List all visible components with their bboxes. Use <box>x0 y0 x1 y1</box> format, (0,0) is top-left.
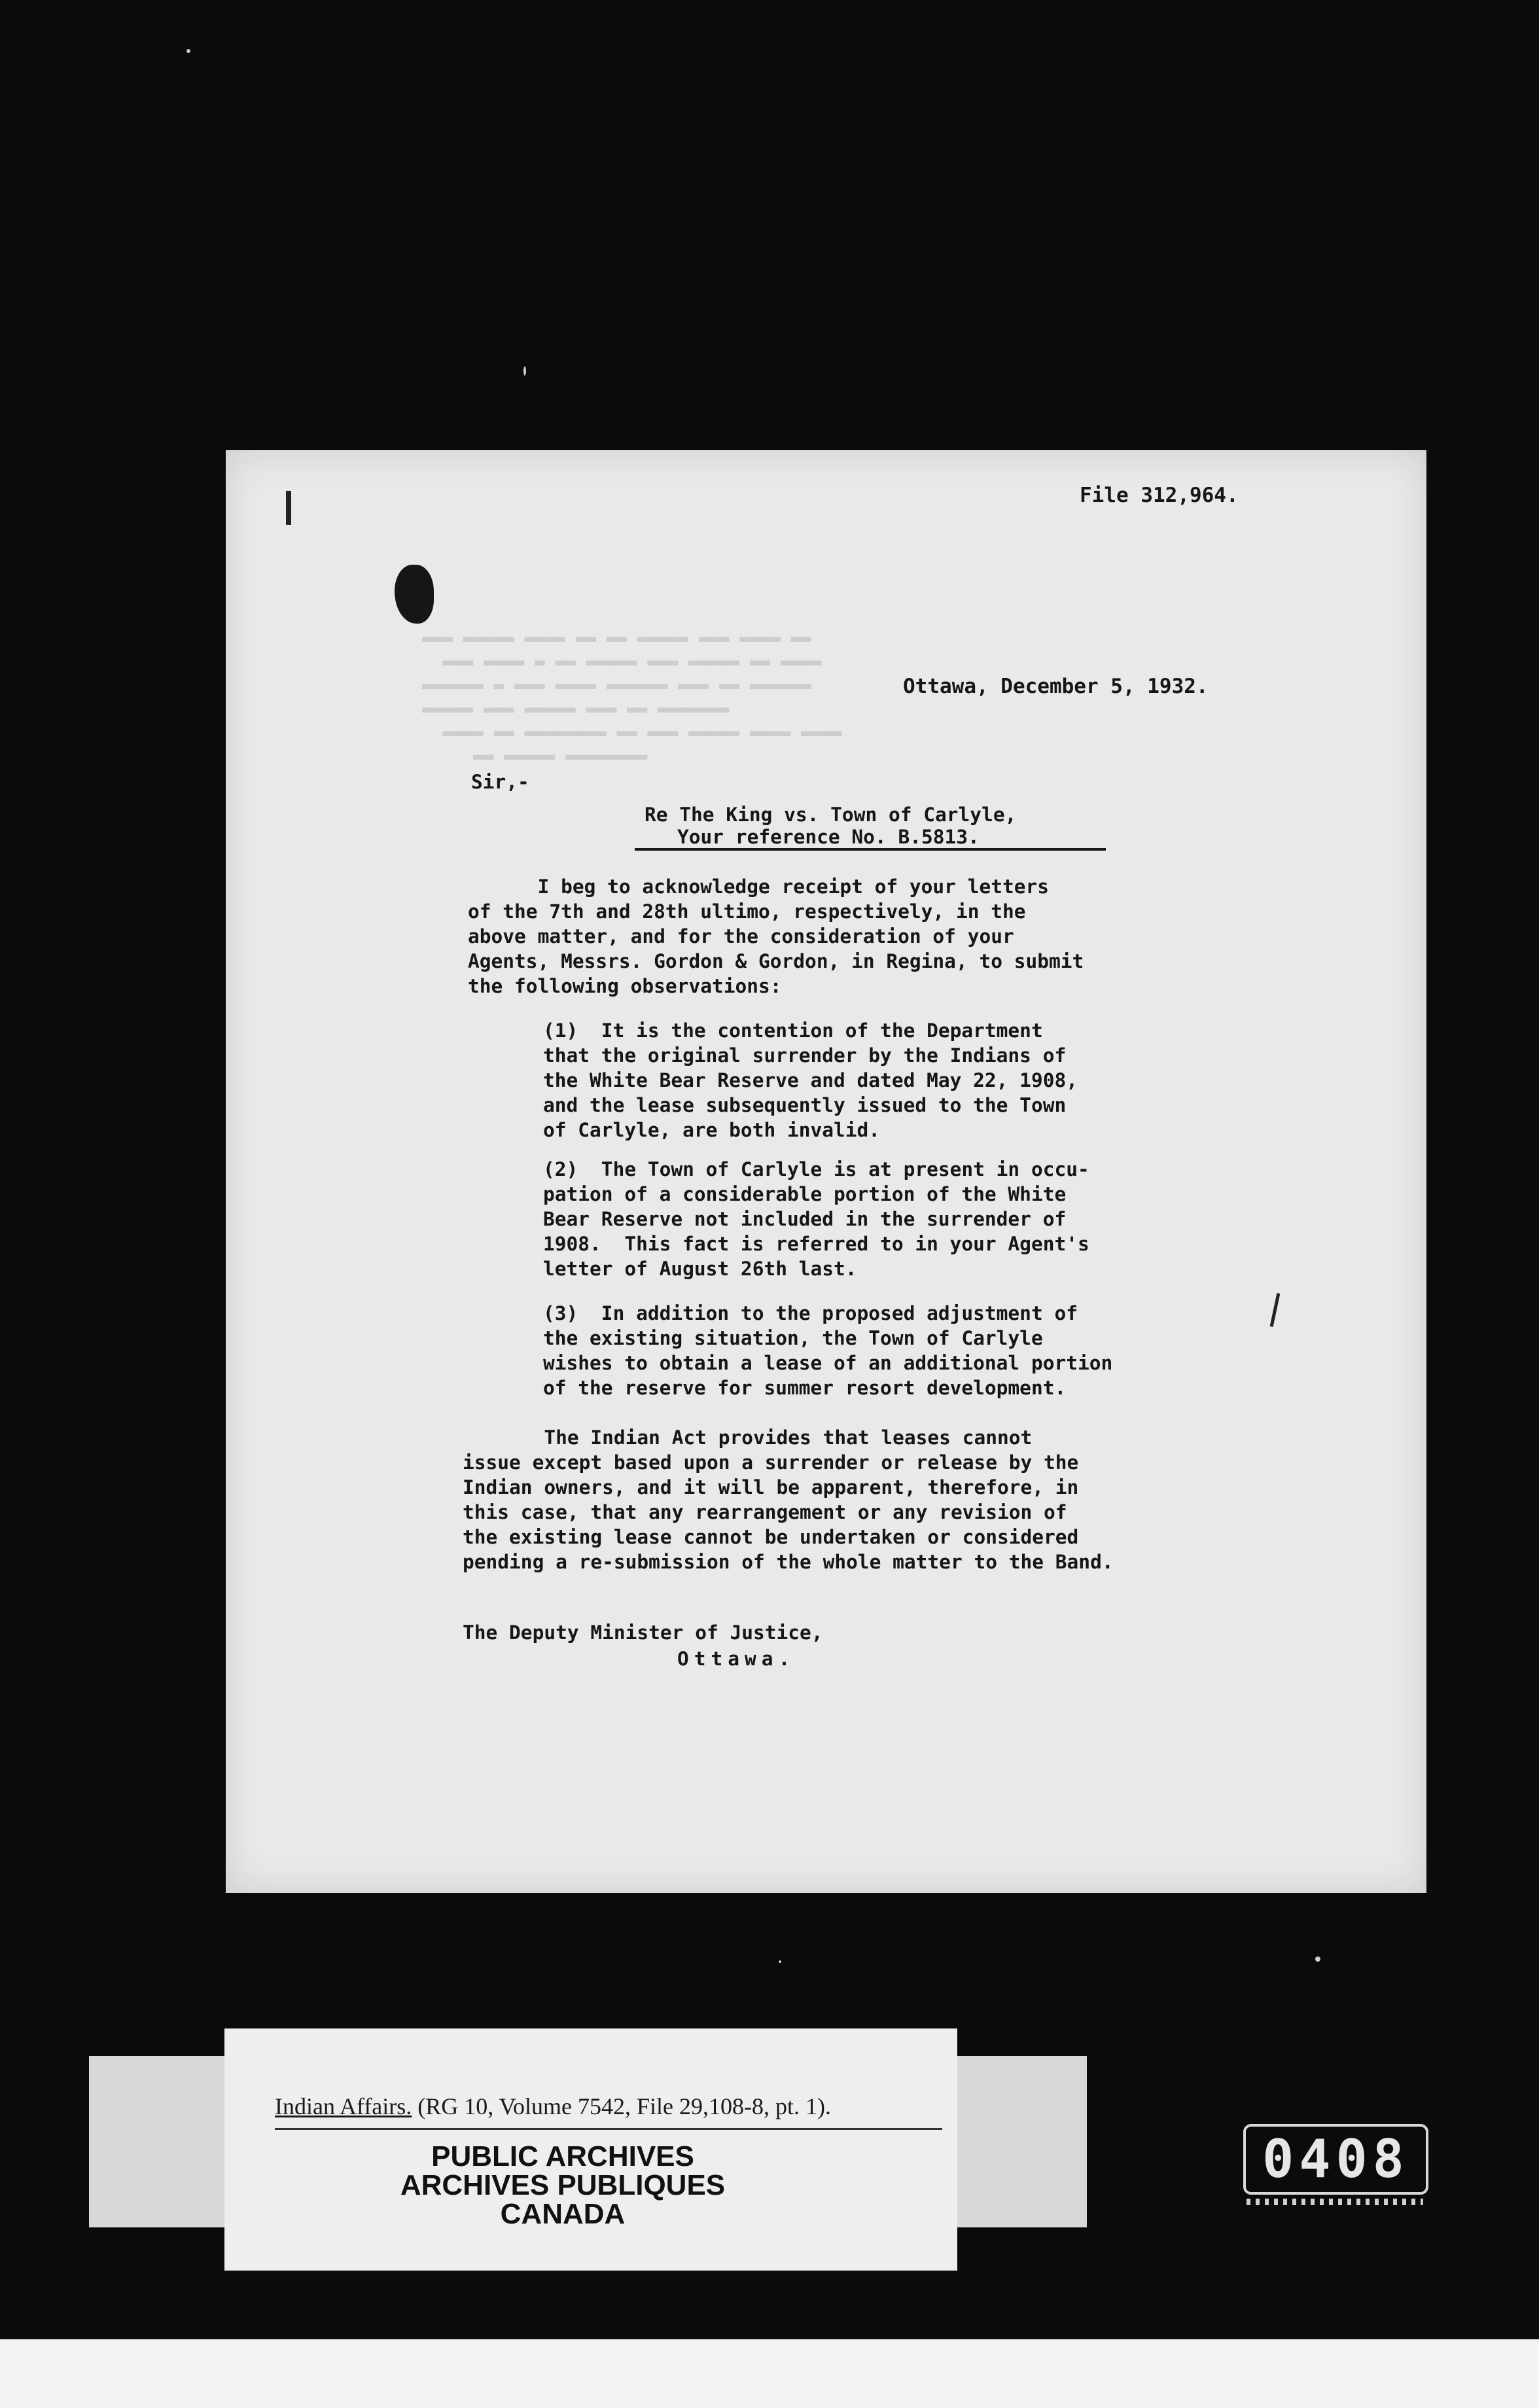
addressee: The Deputy Minister of Justice, <box>463 1621 823 1644</box>
archive-name-fr: ARCHIVES PUBLIQUES <box>400 2169 726 2201</box>
film-bottom-strip <box>0 2339 1539 2408</box>
text-line: pending a re-submission of the whole matter to the Band. <box>463 1551 1114 1573</box>
text-line: of the reserve for summer resort development. <box>543 1377 1067 1399</box>
text-line: above matter, and for the consideration of your <box>468 925 1014 947</box>
text-line: the existing lease cannot be undertaken or considered <box>463 1526 1079 1548</box>
text-line: issue except based upon a surrender or release by the <box>463 1451 1079 1474</box>
subject-underline <box>635 848 1106 851</box>
label-divider <box>275 2128 942 2130</box>
citation-prefix: Indian Affairs. <box>275 2093 412 2119</box>
frame-number: 0408 <box>1243 2124 1428 2195</box>
salutation: Sir,- <box>471 771 529 793</box>
archive-country: CANADA <box>500 2198 626 2230</box>
film-speck <box>779 1960 781 1963</box>
film-speck <box>186 49 190 53</box>
addressee-city: Ottawa. <box>677 1648 796 1670</box>
text-line: Indian owners, and it will be apparent, therefore, in <box>463 1476 1079 1498</box>
text-line: I beg to acknowledge receipt of your letters <box>468 876 1050 898</box>
margin-pencil-mark <box>1270 1293 1281 1327</box>
point-3-paragraph <box>543 1301 1112 1400</box>
text-line: the existing situation, the Town of Carlyle <box>543 1327 1043 1349</box>
bleed-through-text: ▬▬▬ ▬▬▬▬▬ ▬▬▬▬ ▬▬ ▬▬ ▬▬▬▬▬ ▬▬▬ ▬▬▬▬ ▬▬ ▬▬▬ ▬▬▬▬ ▬ ▬▬ ▬▬▬▬▬ ▬▬▬ ▬▬▬▬▬ ▬▬ ▬▬▬▬ ▬▬▬▬▬▬ ▬ ▬▬▬ ▬▬▬▬ ▬▬▬▬▬▬ ▬▬▬ ▬▬ ▬▬▬▬▬▬ ▬▬▬▬▬ ▬▬▬ ▬▬▬▬▬ ▬▬▬ ▬▬ ▬▬▬▬▬▬▬ ▬▬▬▬ ▬▬ ▬▬▬▬▬▬▬▬ ▬▬ ▬▬▬ ▬▬▬▬▬ ▬▬▬▬ ▬▬▬▬ ▬▬ ▬▬▬▬▬ ▬▬▬▬▬▬▬▬ <box>422 629 842 766</box>
film-speck <box>523 366 526 376</box>
letter-date: Ottawa, December 5, 1932. <box>903 675 1209 698</box>
closing-paragraph <box>463 1425 1114 1574</box>
archive-name-en: PUBLIC ARCHIVES <box>431 2140 694 2172</box>
text-line: (1) It is the contention of the Department <box>543 1019 1043 1042</box>
punch-hole <box>395 565 434 624</box>
text-line: (2) The Town of Carlyle is at present in occu- <box>543 1158 1089 1180</box>
text-line: of Carlyle, are both invalid. <box>543 1119 881 1141</box>
letter-page <box>226 450 1426 1893</box>
text-line: Agents, Messrs. Gordon & Gordon, in Regina, to submit <box>468 950 1084 972</box>
text-line: 1908. This fact is referred to in your Agent's <box>543 1233 1089 1255</box>
film-speck <box>1315 1956 1320 1962</box>
text-line: The Indian Act provides that leases cannot <box>463 1426 1033 1449</box>
frame-ticks <box>1247 2199 1423 2205</box>
text-line: of the 7th and 28th ultimo, respectively, in the <box>468 900 1026 923</box>
text-line: pation of a considerable portion of the White <box>543 1183 1067 1205</box>
text-line: wishes to obtain a lease of an additional portion <box>543 1352 1113 1374</box>
intro-paragraph <box>468 874 1084 999</box>
text-line: that the original surrender by the Indians of <box>543 1044 1067 1067</box>
text-line: letter of August 26th last. <box>543 1258 857 1280</box>
margin-tick-mark <box>286 491 291 525</box>
text-line: (3) In addition to the proposed adjustment of <box>543 1302 1078 1324</box>
subject-line: Re The King vs. Town of Carlyle, <box>645 804 1017 826</box>
text-line: this case, that any rearrangement or any revision of <box>463 1501 1067 1523</box>
reference-line: Your reference No. B.5813. <box>677 826 980 848</box>
text-line: Bear Reserve not included in the surrender of <box>543 1208 1067 1230</box>
citation-reference: (RG 10, Volume 7542, File 29,108-8, pt. 1). <box>412 2093 831 2119</box>
archive-citation <box>275 2093 831 2120</box>
point-2-paragraph <box>543 1157 1089 1281</box>
text-line: and the lease subsequently issued to the Town <box>543 1094 1067 1116</box>
point-1-paragraph <box>543 1018 1078 1142</box>
text-line: the following observations: <box>468 975 782 997</box>
file-number: File 312,964. <box>1080 484 1239 507</box>
text-line: the White Bear Reserve and dated May 22, 1908, <box>543 1069 1078 1091</box>
